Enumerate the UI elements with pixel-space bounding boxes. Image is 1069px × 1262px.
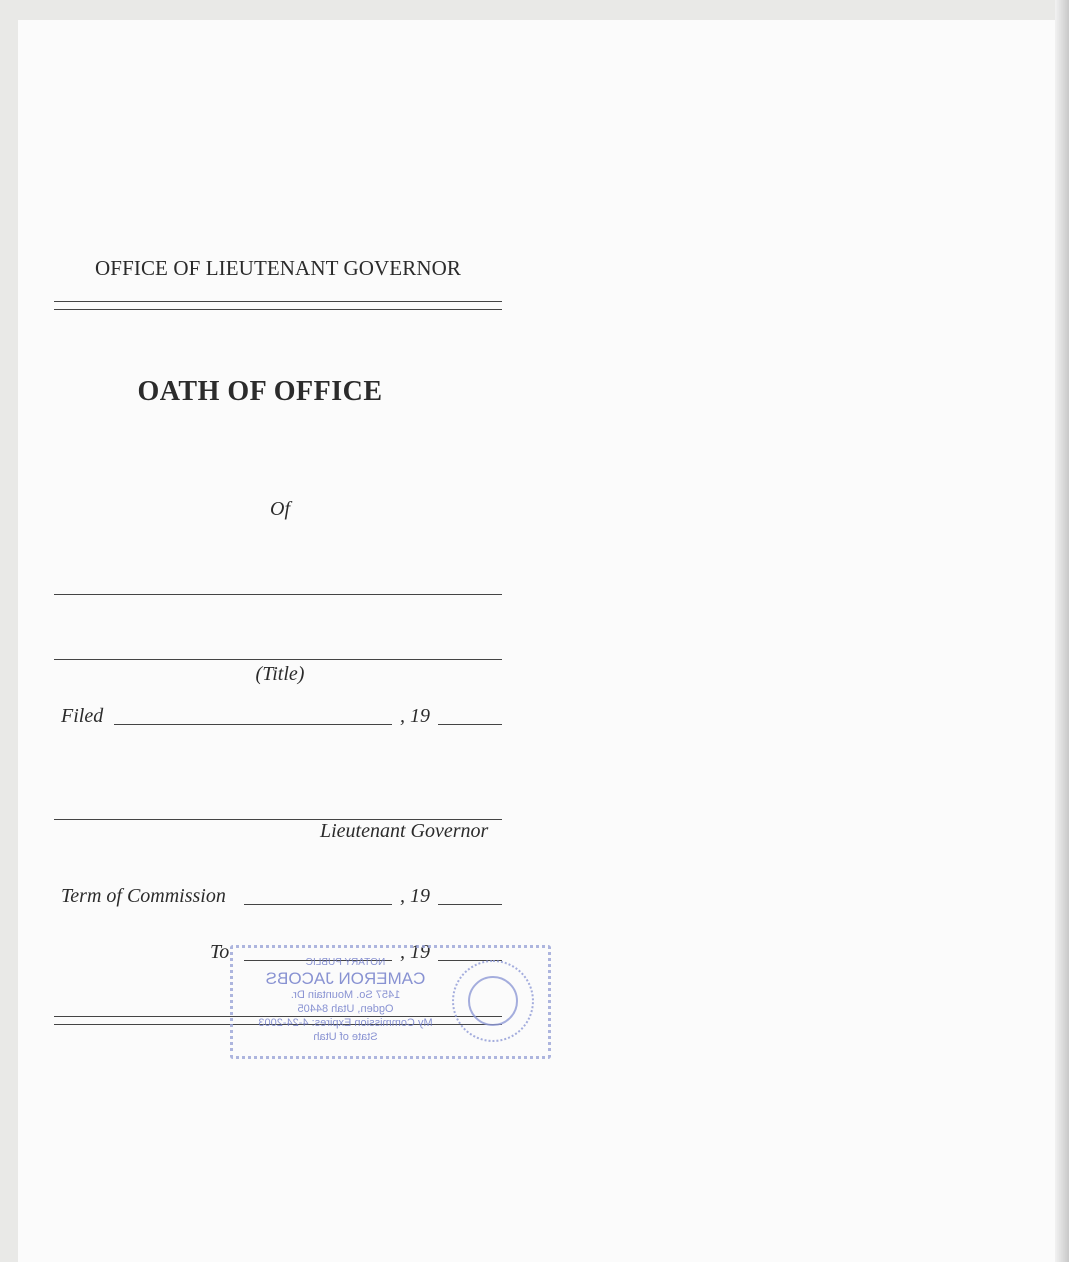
to-year-prefix: , 19 <box>400 941 430 963</box>
header-rule-top <box>54 301 502 302</box>
stamp-line-expires: My Commission Expires: 4-24-2003 <box>258 1017 433 1029</box>
notary-stamp <box>230 945 551 1059</box>
term-year-line[interactable] <box>438 904 502 905</box>
notary-stamp-text <box>243 956 448 1044</box>
term-label: Term of Commission <box>61 885 226 907</box>
bleed-through-text <box>700 312 705 335</box>
to-label: To <box>210 941 230 963</box>
title-caption: (Title) <box>255 663 305 685</box>
header-rule-bottom <box>54 309 502 310</box>
name-line[interactable] <box>54 594 502 595</box>
signature-caption: Lieutenant Governor <box>320 820 489 842</box>
stamp-line-address: 1457 So. Mountain Dr. <box>290 989 401 1001</box>
filed-label: Filed <box>61 705 104 727</box>
of-label: Of <box>270 498 290 520</box>
state-seal-icon <box>452 960 534 1042</box>
stamp-line-notary: NOTARY PUBLIC <box>305 957 386 968</box>
term-start-line[interactable] <box>244 904 392 905</box>
filed-year-prefix: , 19 <box>400 705 430 727</box>
stamp-line-state: State of Utah <box>313 1031 378 1043</box>
filed-year-line[interactable] <box>438 724 502 725</box>
document-title: OATH OF OFFICE <box>137 376 383 407</box>
document-page <box>18 20 1062 1262</box>
stamp-line-city: Ogden, Utah 84405 <box>297 1003 394 1015</box>
state-seal-inner <box>468 976 518 1026</box>
office-header: OFFICE OF LIEUTENANT GOVERNOR <box>95 256 461 280</box>
page-edge-shadow <box>1055 0 1069 1262</box>
stamp-line-name: CAMERON JACOBS <box>265 969 426 988</box>
filed-date-line[interactable] <box>114 724 392 725</box>
term-year-prefix: , 19 <box>400 885 430 907</box>
title-line[interactable] <box>54 659 502 660</box>
